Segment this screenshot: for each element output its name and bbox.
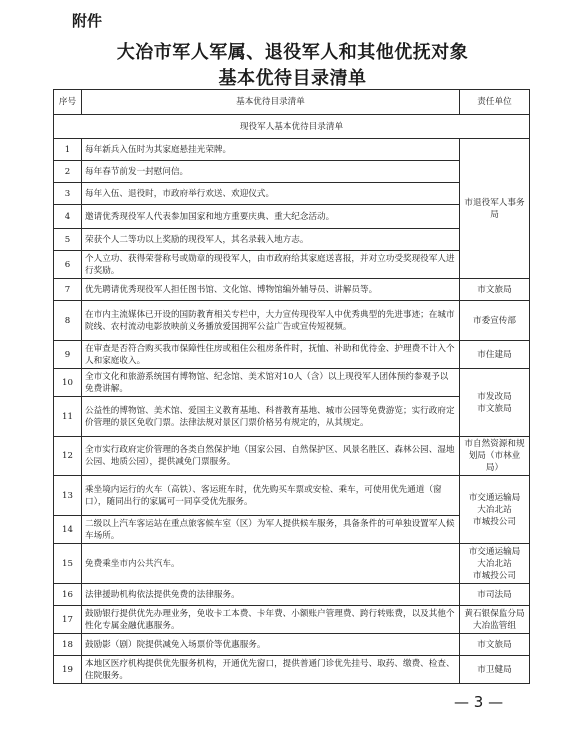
- row-item: 荣获个人二等功以上奖励的现役军人，其名录载入地方志。: [82, 229, 460, 251]
- row-number: 13: [54, 476, 82, 516]
- page-number: — 3 —: [454, 693, 504, 711]
- table-row: [54, 634, 530, 656]
- row-number: 15: [54, 544, 82, 584]
- table-row: [54, 251, 530, 279]
- row-item: 个人立功、获得荣誉称号或勋章的现役军人，由市政府给其家庭送喜报，并对立功受奖现役军人进行奖励。: [82, 251, 460, 279]
- row-number: 10: [54, 369, 82, 397]
- row-item: 在市内主流媒体已开设的国防教育相关专栏中，大力宣传现役军人中优秀典型的先进事迹；在城市院线、农村流动电影放映前义务播放爱国拥军公益广告或宣传短视频。: [82, 301, 460, 341]
- row-number: 11: [54, 397, 82, 437]
- unit-justice: 市司法局: [460, 584, 530, 606]
- row-item: 鼓励影（剧）院提供减免入场票价等优惠服务。: [82, 634, 460, 656]
- unit-culture-tourism: 市文旅局: [460, 634, 530, 656]
- row-number: 6: [54, 251, 82, 279]
- table-header-row: [54, 90, 530, 115]
- row-item: 优先聘请优秀现役军人担任图书馆、文化馆、博物馆编外辅导员、讲解员等。: [82, 279, 460, 301]
- document-title-line2: 基本优待目录清单: [218, 68, 367, 89]
- unit-natural-resources: 市自然资源和规划局（市林业局）: [460, 437, 530, 476]
- row-item: 公益性的博物馆、美术馆、爱国主义教育基地、科普教育基地、城市公园等免费游览；实行政府定价管理的景区免收门票。法律法规对景区门票价格另有规定的，从其规定。: [82, 397, 460, 437]
- table-row: [54, 656, 530, 684]
- table-row: [54, 279, 530, 301]
- table-row: [54, 139, 530, 161]
- row-number: 3: [54, 183, 82, 205]
- table-row: [54, 516, 530, 544]
- row-number: 2: [54, 161, 82, 183]
- row-number: 8: [54, 301, 82, 341]
- table-row: [54, 476, 530, 516]
- row-number: 12: [54, 437, 82, 476]
- document-title-line1: 大冶市军人军属、退役军人和其他优抚对象: [116, 42, 469, 63]
- table-row: [54, 229, 530, 251]
- row-item: 二级以上汽车客运站在重点旅客候车室（区）为军人提供候车服务，具备条件的可单独设置军人候车场所。: [82, 516, 460, 544]
- header-no: 序号: [54, 90, 82, 115]
- row-item: 全市文化和旅游系统国有博物馆、纪念馆、美术馆对10人（含）以上现役军人团体预约参观予以免费讲解。: [82, 369, 460, 397]
- table-row: [54, 544, 530, 584]
- row-number: 7: [54, 279, 82, 301]
- header-unit: 责任单位: [460, 90, 530, 115]
- unit-health: 市卫健局: [460, 656, 530, 684]
- unit-culture-tourism: 市文旅局: [460, 279, 530, 301]
- row-item: 免费乘坐市内公共汽车。: [82, 544, 460, 584]
- unit-transport: 市交通运输局 大冶北站 市城投公司: [460, 544, 530, 584]
- row-number: 16: [54, 584, 82, 606]
- row-item: 本地区医疗机构提供优先服务机构，开通优先窗口，提供普通门诊优先挂号、取药、缴费、检查、住院服务。: [82, 656, 460, 684]
- unit-finance: 黄石银保监分局 大冶监管组: [460, 606, 530, 634]
- row-number: 1: [54, 139, 82, 161]
- row-number: 18: [54, 634, 82, 656]
- row-number: 4: [54, 205, 82, 229]
- table-row: [54, 205, 530, 229]
- unit-transport-group: 市交通运输局 大冶北站 市城投公司: [460, 476, 530, 544]
- table-row: [54, 369, 530, 397]
- header-item: 基本优待目录清单: [82, 90, 460, 115]
- row-item: 全市实行政府定价管理的各类自然保护地（国家公园、自然保护区、风景名胜区、森林公园、湿地公园、地质公园），提供减免门票服务。: [82, 437, 460, 476]
- table-row: [54, 397, 530, 437]
- row-number: 17: [54, 606, 82, 634]
- table-row: [54, 183, 530, 205]
- row-item: 每年新兵入伍时为其家庭悬挂光荣牌。: [82, 139, 460, 161]
- table-row: [54, 606, 530, 634]
- row-number: 19: [54, 656, 82, 684]
- attachment-label: 附件: [72, 12, 103, 30]
- unit-culture-group: 市发改局 市文旅局: [460, 369, 530, 437]
- table-row: [54, 584, 530, 606]
- row-item: 每年春节前发一封慰问信。: [82, 161, 460, 183]
- table-row: [54, 437, 530, 476]
- row-item: 邀请优秀现役军人代表参加国家和地方重要庆典、重大纪念活动。: [82, 205, 460, 229]
- row-item: 每年入伍、退役时，市政府举行欢送、欢迎仪式。: [82, 183, 460, 205]
- section-title: 现役军人基本优待目录清单: [54, 115, 530, 139]
- row-number: 5: [54, 229, 82, 251]
- row-item: 法律援助机构依法提供免费的法律服务。: [82, 584, 460, 606]
- table-row: [54, 161, 530, 183]
- row-number: 14: [54, 516, 82, 544]
- table-row: [54, 301, 530, 341]
- table-row: [54, 341, 530, 369]
- unit-veterans-bureau: 市退役军人事务局: [460, 139, 530, 279]
- row-item: 在审查是否符合购买我市保障性住房或租住公租房条件时，抚恤、补助和优待金、护理费不计入个人和家庭收入。: [82, 341, 460, 369]
- row-number: 9: [54, 341, 82, 369]
- row-item: 鼓励银行提供优先办理业务，免收卡工本费、卡年费、小额账户管理费、跨行转账费，以及其他个性化专属金融优惠服务。: [82, 606, 460, 634]
- unit-housing: 市住建局: [460, 341, 530, 369]
- section-row: [54, 115, 530, 139]
- unit-propaganda: 市委宣传部: [460, 301, 530, 341]
- benefits-table: [53, 89, 530, 684]
- row-item: 乘坐境内运行的火车（高铁）、客运班车时，优先购买车票或安检、乘车，可使用优先通道（窗口），随同出行的家属可一同享受优先服务。: [82, 476, 460, 516]
